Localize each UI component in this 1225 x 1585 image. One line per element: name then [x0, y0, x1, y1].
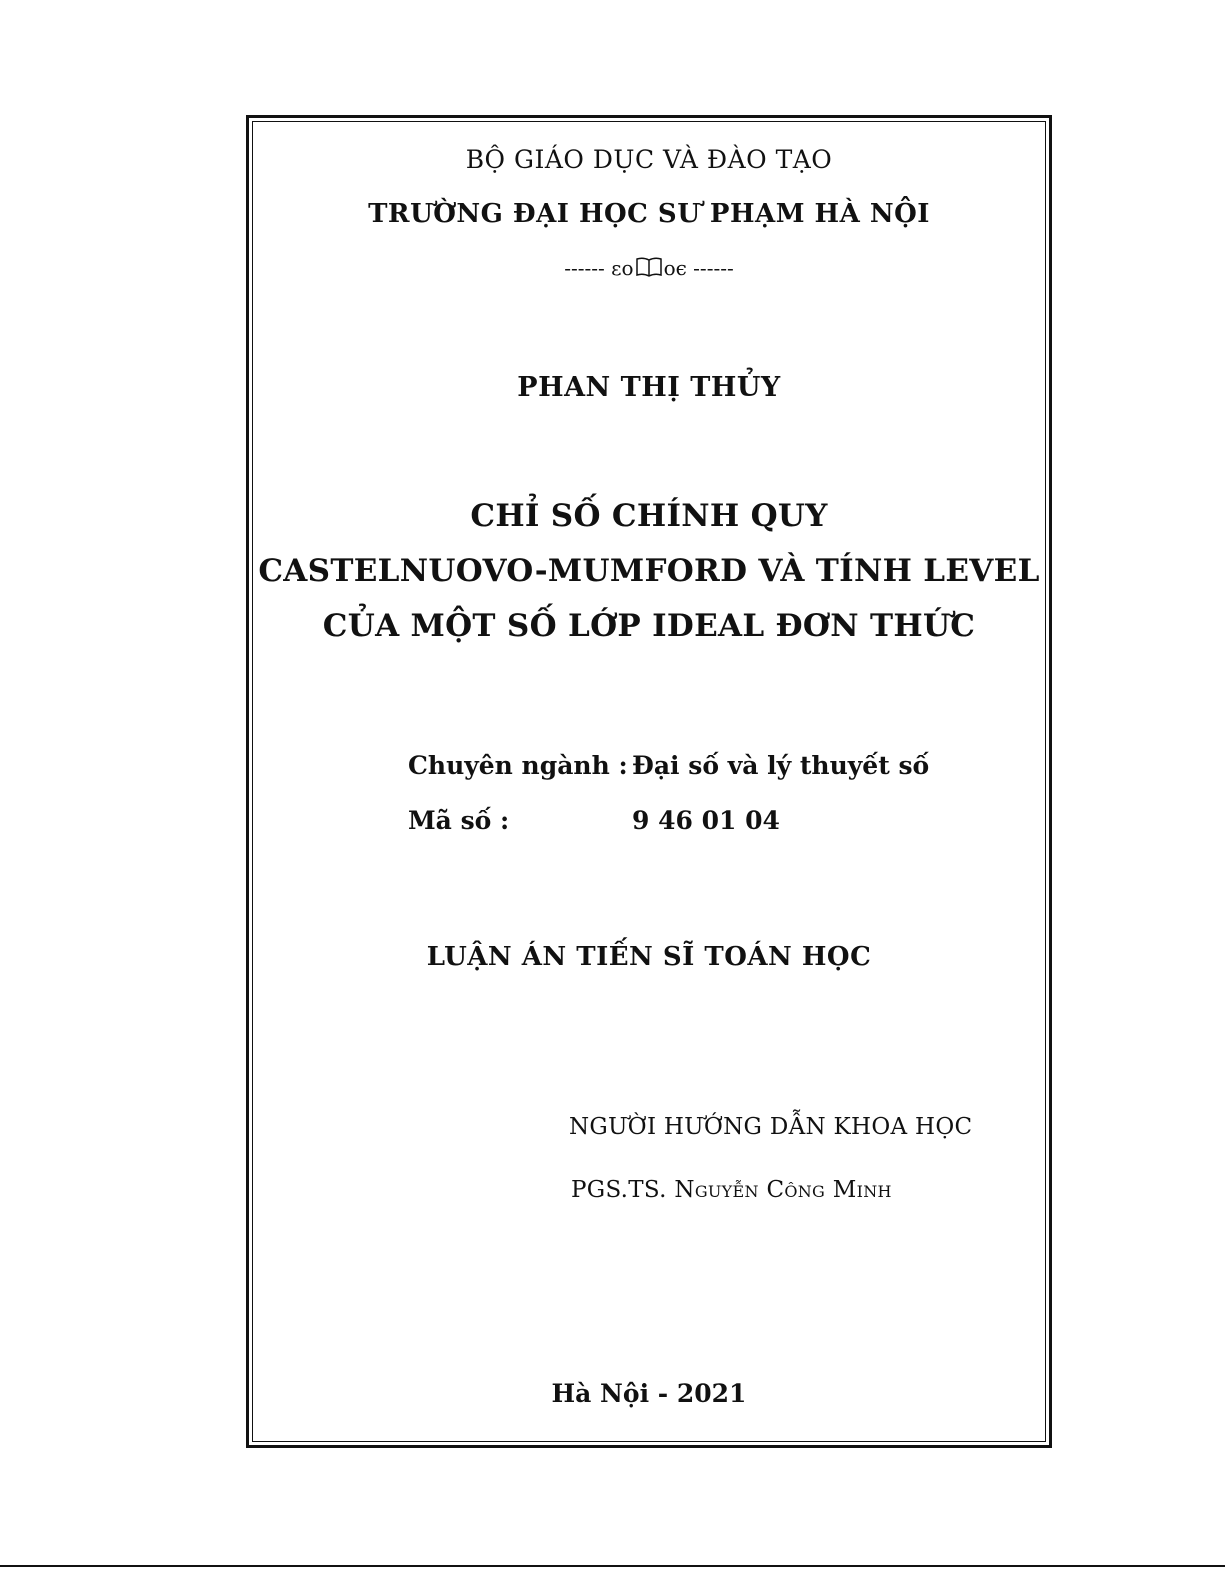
advisor-label: NGƯỜI HƯỚNG DẪN KHOA HỌC: [569, 1114, 973, 1140]
advisor-name: PGS.TS. Nguyễn Công Minh: [571, 1177, 892, 1203]
bottom-rule: [0, 1565, 1225, 1567]
place-year: Hà Nội - 2021: [551, 1379, 747, 1408]
degree-title: LUẬN ÁN TIẾN SĨ TOÁN HỌC: [426, 942, 872, 972]
ornament-right: οє ------: [663, 256, 734, 280]
university-name: TRƯỜNG ĐẠI HỌC SƯ PHẠM HÀ NỘI: [368, 199, 930, 229]
author-name: PHAN THỊ THỦY: [517, 372, 781, 403]
thesis-title-line-3: CỦA MỘT SỐ LỚP IDEAL ĐƠN THỨC: [322, 608, 976, 644]
ornament-divider: [252, 256, 1046, 283]
page-border-inner: [252, 121, 1046, 1442]
major-value: Đại số và lý thuyết số: [632, 751, 930, 780]
code-label: Mã số :: [408, 806, 510, 835]
ornament-left: ------ εο: [564, 256, 634, 280]
thesis-title-line-2: CASTELNUOVO-MUMFORD VÀ TÍNH LEVEL: [258, 553, 1040, 589]
ministry-name: BỘ GIÁO DỤC VÀ ĐÀO TẠO: [465, 145, 833, 174]
thesis-title-line-1: CHỈ SỐ CHÍNH QUY: [470, 498, 828, 534]
major-label: Chuyên ngành :: [408, 751, 628, 780]
code-value: 9 46 01 04: [632, 806, 780, 835]
open-book-icon: [636, 256, 662, 283]
